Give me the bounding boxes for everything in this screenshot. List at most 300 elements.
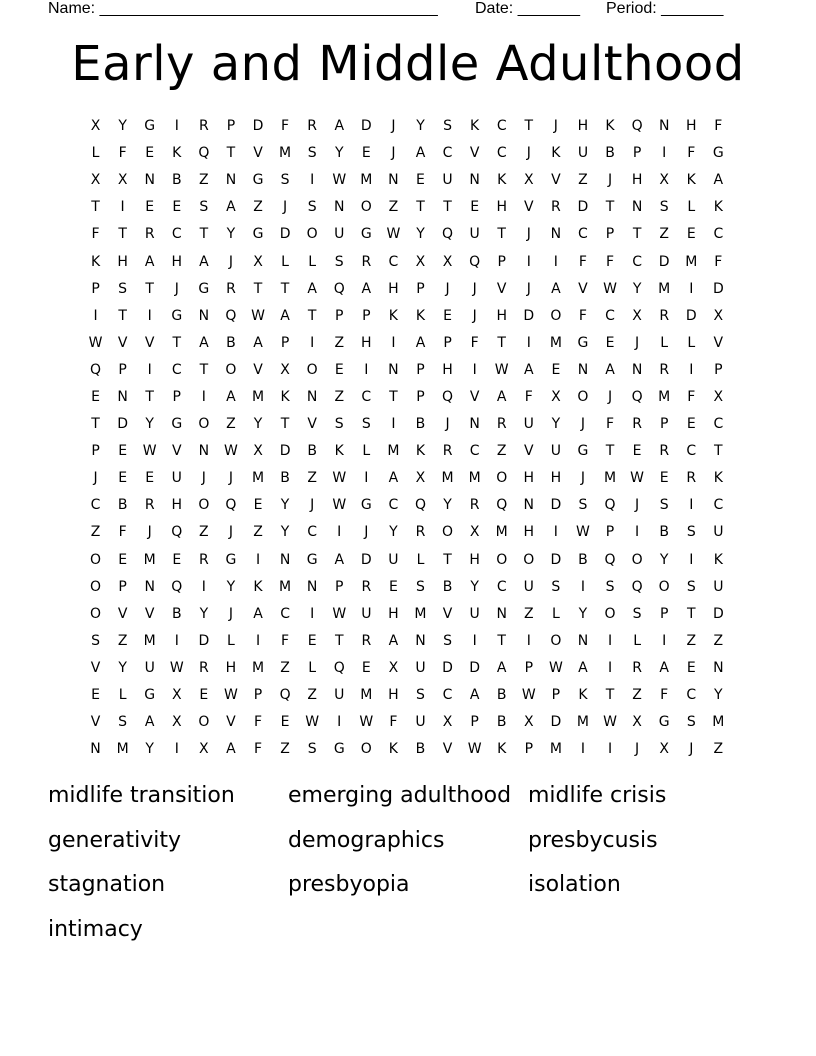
grid-letter[interactable]: N bbox=[496, 605, 507, 622]
grid-letter[interactable]: M bbox=[712, 714, 725, 731]
grid-letter[interactable]: X bbox=[632, 714, 642, 731]
grid-letter[interactable]: S bbox=[307, 145, 317, 162]
grid-letter[interactable]: T bbox=[334, 632, 344, 649]
grid-letter[interactable]: N bbox=[90, 741, 101, 758]
grid-letter[interactable]: C bbox=[361, 388, 372, 405]
grid-letter[interactable]: O bbox=[550, 307, 562, 324]
grid-letter[interactable]: S bbox=[334, 253, 344, 270]
grid-letter[interactable]: X bbox=[199, 741, 209, 758]
grid-letter[interactable]: C bbox=[280, 605, 290, 622]
grid-letter[interactable]: L bbox=[633, 632, 641, 649]
grid-letter[interactable]: R bbox=[226, 280, 236, 297]
grid-letter[interactable]: I bbox=[255, 551, 261, 568]
grid-letter[interactable]: Z bbox=[226, 416, 236, 433]
grid-letter[interactable]: O bbox=[90, 605, 102, 622]
grid-letter[interactable]: I bbox=[607, 741, 613, 758]
grid-letter[interactable]: Q bbox=[442, 388, 454, 405]
grid-letter[interactable]: N bbox=[198, 307, 210, 324]
grid-letter[interactable]: Q bbox=[414, 497, 426, 514]
grid-letter[interactable]: V bbox=[524, 199, 534, 216]
grid-letter[interactable]: P bbox=[443, 334, 452, 351]
grid-letter[interactable]: X bbox=[442, 714, 453, 731]
grid-letter[interactable]: G bbox=[360, 226, 372, 243]
grid-letter[interactable]: V bbox=[253, 361, 263, 378]
grid-letter[interactable]: N bbox=[144, 578, 155, 595]
grid-letter[interactable]: I bbox=[310, 334, 315, 351]
grid-letter[interactable]: N bbox=[658, 118, 670, 135]
grid-letter[interactable]: L bbox=[687, 199, 696, 216]
grid-letter[interactable]: O bbox=[198, 714, 210, 731]
grid-letter[interactable]: W bbox=[169, 659, 184, 676]
grid-letter[interactable]: C bbox=[171, 226, 182, 243]
grid-letter[interactable]: P bbox=[118, 578, 127, 595]
grid-letter[interactable]: J bbox=[580, 470, 586, 487]
grid-letter[interactable]: X bbox=[551, 388, 561, 405]
grid-letter[interactable]: N bbox=[550, 226, 562, 243]
grid-letter[interactable]: U bbox=[469, 605, 480, 622]
grid-letter[interactable]: I bbox=[364, 361, 369, 378]
grid-letter[interactable]: T bbox=[91, 416, 100, 433]
grid-letter[interactable]: U bbox=[415, 659, 426, 676]
grid-letter[interactable]: T bbox=[172, 334, 182, 351]
grid-letter[interactable]: V bbox=[551, 172, 561, 189]
grid-letter[interactable]: G bbox=[658, 714, 670, 731]
grid-letter[interactable]: M bbox=[251, 470, 265, 487]
grid-letter[interactable]: V bbox=[90, 714, 101, 731]
grid-letter[interactable]: X bbox=[415, 470, 426, 487]
grid-letter[interactable]: D bbox=[360, 118, 372, 135]
grid-letter[interactable]: J bbox=[607, 388, 613, 405]
grid-letter[interactable]: N bbox=[713, 659, 724, 676]
grid-letter[interactable]: W bbox=[88, 334, 103, 351]
grid-letter[interactable]: N bbox=[415, 632, 426, 649]
grid-letter[interactable]: W bbox=[305, 714, 320, 731]
grid-letter[interactable]: Q bbox=[225, 307, 237, 324]
grid-letter[interactable]: I bbox=[472, 361, 477, 378]
grid-letter[interactable]: N bbox=[144, 172, 155, 189]
grid-letter[interactable]: L bbox=[362, 443, 371, 460]
grid-letter[interactable]: T bbox=[416, 199, 425, 216]
grid-letter[interactable]: G bbox=[577, 443, 589, 460]
grid-letter[interactable]: C bbox=[307, 524, 318, 541]
grid-letter[interactable]: H bbox=[496, 199, 507, 216]
grid-letter[interactable]: Z bbox=[307, 470, 317, 487]
grid-letter[interactable]: X bbox=[280, 361, 290, 378]
grid-letter[interactable]: G bbox=[144, 118, 156, 135]
grid-letter[interactable]: X bbox=[171, 687, 182, 704]
grid-letter[interactable]: N bbox=[631, 361, 643, 378]
grid-letter[interactable]: V bbox=[578, 280, 588, 297]
grid-letter[interactable]: N bbox=[523, 497, 535, 514]
grid-letter[interactable]: N bbox=[306, 578, 318, 595]
grid-letter[interactable]: V bbox=[117, 605, 128, 622]
grid-letter[interactable]: R bbox=[632, 659, 642, 676]
grid-letter[interactable]: N bbox=[469, 416, 480, 433]
grid-letter[interactable]: P bbox=[91, 443, 100, 460]
grid-letter[interactable]: F bbox=[281, 632, 290, 649]
grid-letter[interactable]: T bbox=[253, 280, 263, 297]
grid-letter[interactable]: A bbox=[253, 605, 263, 622]
grid-letter[interactable]: E bbox=[91, 687, 100, 704]
grid-letter[interactable]: J bbox=[364, 524, 369, 541]
grid-letter[interactable]: H bbox=[171, 497, 183, 514]
grid-letter[interactable]: J bbox=[689, 741, 694, 758]
grid-letter[interactable]: X bbox=[442, 253, 453, 270]
grid-letter[interactable]: Z bbox=[280, 659, 290, 676]
grid-letter[interactable]: T bbox=[145, 280, 154, 297]
grid-letter[interactable]: B bbox=[415, 416, 426, 433]
grid-letter[interactable]: Q bbox=[333, 659, 345, 676]
grid-letter[interactable]: O bbox=[360, 199, 372, 216]
grid-letter[interactable]: R bbox=[686, 470, 697, 487]
grid-letter[interactable]: X bbox=[659, 741, 669, 758]
grid-letter[interactable]: I bbox=[147, 361, 152, 378]
grid-letter[interactable]: Y bbox=[253, 416, 263, 433]
grid-letter[interactable]: E bbox=[443, 307, 452, 324]
grid-letter[interactable]: D bbox=[252, 118, 264, 135]
grid-letter[interactable]: S bbox=[632, 605, 642, 622]
grid-letter[interactable]: R bbox=[361, 578, 372, 595]
grid-letter[interactable]: R bbox=[442, 443, 453, 460]
grid-letter[interactable]: J bbox=[310, 497, 315, 514]
grid-letter[interactable]: V bbox=[496, 280, 507, 297]
grid-letter[interactable]: I bbox=[174, 741, 179, 758]
grid-letter[interactable]: P bbox=[91, 280, 100, 297]
grid-letter[interactable]: A bbox=[144, 253, 155, 270]
grid-letter[interactable]: Q bbox=[171, 578, 183, 595]
grid-letter[interactable]: N bbox=[334, 199, 345, 216]
grid-letter[interactable]: J bbox=[635, 741, 640, 758]
grid-letter[interactable]: D bbox=[469, 659, 481, 676]
grid-letter[interactable]: R bbox=[496, 416, 507, 433]
grid-letter[interactable]: I bbox=[553, 253, 558, 270]
grid-letter[interactable]: R bbox=[198, 659, 209, 676]
grid-letter[interactable]: U bbox=[577, 145, 589, 162]
grid-letter[interactable]: U bbox=[713, 578, 724, 595]
grid-letter[interactable]: R bbox=[361, 632, 372, 649]
grid-letter[interactable]: T bbox=[91, 199, 100, 216]
grid-letter[interactable]: Y bbox=[280, 524, 290, 541]
grid-letter[interactable]: O bbox=[90, 578, 102, 595]
grid-letter[interactable]: W bbox=[142, 443, 157, 460]
grid-letter[interactable]: H bbox=[442, 361, 453, 378]
grid-letter[interactable]: Z bbox=[199, 172, 209, 189]
grid-letter[interactable]: Z bbox=[713, 632, 724, 649]
grid-letter[interactable]: P bbox=[551, 687, 561, 704]
grid-letter[interactable]: O bbox=[198, 416, 210, 433]
grid-letter[interactable]: L bbox=[281, 253, 289, 270]
grid-letter[interactable]: I bbox=[201, 578, 206, 595]
grid-letter[interactable]: K bbox=[713, 470, 723, 487]
grid-letter[interactable]: K bbox=[415, 443, 426, 460]
grid-letter[interactable]: X bbox=[632, 307, 642, 324]
grid-letter[interactable]: M bbox=[603, 470, 617, 487]
grid-letter[interactable]: T bbox=[118, 226, 127, 243]
grid-letter[interactable]: M bbox=[549, 334, 562, 351]
grid-letter[interactable]: N bbox=[388, 361, 399, 378]
grid-letter[interactable]: V bbox=[144, 334, 155, 351]
grid-letter[interactable]: J bbox=[228, 605, 233, 622]
grid-letter[interactable]: E bbox=[145, 145, 155, 162]
grid-letter[interactable]: E bbox=[118, 551, 128, 568]
grid-letter[interactable]: S bbox=[605, 578, 615, 595]
grid-letter[interactable]: K bbox=[713, 551, 723, 568]
grid-letter[interactable]: C bbox=[442, 687, 453, 704]
grid-letter[interactable]: A bbox=[388, 470, 399, 487]
grid-letter[interactable]: F bbox=[714, 118, 723, 135]
grid-letter[interactable]: S bbox=[334, 416, 344, 433]
grid-letter[interactable]: C bbox=[686, 443, 697, 460]
grid-letter[interactable]: K bbox=[578, 687, 588, 704]
grid-letter[interactable]: U bbox=[713, 524, 724, 541]
grid-letter[interactable]: J bbox=[228, 253, 233, 270]
grid-letter[interactable]: Q bbox=[90, 361, 102, 378]
grid-letter[interactable]: A bbox=[469, 687, 480, 704]
grid-letter[interactable]: H bbox=[685, 118, 697, 135]
grid-letter[interactable]: M bbox=[685, 253, 698, 270]
grid-letter[interactable]: G bbox=[360, 497, 372, 514]
grid-letter[interactable]: S bbox=[416, 578, 425, 595]
grid-letter[interactable]: B bbox=[307, 443, 317, 460]
grid-letter[interactable]: H bbox=[523, 470, 535, 487]
grid-letter[interactable]: T bbox=[497, 334, 506, 351]
grid-letter[interactable]: V bbox=[171, 443, 182, 460]
grid-letter[interactable]: S bbox=[118, 280, 128, 297]
grid-letter[interactable]: J bbox=[635, 497, 640, 514]
grid-letter[interactable]: C bbox=[90, 497, 101, 514]
grid-letter[interactable]: I bbox=[662, 632, 667, 649]
grid-letter[interactable]: B bbox=[578, 551, 588, 568]
grid-letter[interactable]: R bbox=[144, 497, 155, 514]
grid-letter[interactable]: O bbox=[631, 551, 643, 568]
grid-letter[interactable]: W bbox=[494, 361, 509, 378]
grid-letter[interactable]: Y bbox=[226, 226, 236, 243]
grid-letter[interactable]: I bbox=[147, 307, 152, 324]
grid-letter[interactable]: F bbox=[91, 226, 100, 243]
grid-letter[interactable]: K bbox=[497, 172, 507, 189]
grid-letter[interactable]: A bbox=[605, 361, 615, 378]
grid-letter[interactable]: P bbox=[335, 578, 344, 595]
grid-letter[interactable]: I bbox=[255, 632, 261, 649]
grid-letter[interactable]: G bbox=[171, 307, 183, 324]
grid-letter[interactable]: F bbox=[470, 334, 479, 351]
grid-letter[interactable]: O bbox=[577, 388, 589, 405]
grid-letter[interactable]: I bbox=[553, 524, 558, 541]
grid-letter[interactable]: J bbox=[391, 145, 396, 162]
grid-letter[interactable]: F bbox=[605, 253, 615, 270]
grid-letter[interactable]: V bbox=[253, 145, 263, 162]
grid-letter[interactable]: K bbox=[415, 307, 426, 324]
grid-letter[interactable]: P bbox=[605, 226, 615, 243]
grid-letter[interactable]: B bbox=[117, 497, 128, 514]
grid-letter[interactable]: W bbox=[332, 497, 347, 514]
grid-letter[interactable]: R bbox=[632, 416, 642, 433]
grid-letter[interactable]: A bbox=[280, 307, 290, 324]
grid-letter[interactable]: Y bbox=[280, 497, 290, 514]
grid-letter[interactable]: S bbox=[686, 578, 696, 595]
grid-letter[interactable]: K bbox=[388, 307, 398, 324]
grid-letter[interactable]: T bbox=[443, 551, 452, 568]
grid-letter[interactable]: I bbox=[635, 524, 640, 541]
grid-letter[interactable]: F bbox=[389, 714, 398, 731]
grid-letter[interactable]: H bbox=[361, 334, 372, 351]
grid-letter[interactable]: S bbox=[307, 741, 317, 758]
grid-letter[interactable]: S bbox=[280, 172, 290, 189]
grid-letter[interactable]: X bbox=[659, 172, 669, 189]
grid-letter[interactable]: L bbox=[91, 145, 100, 162]
grid-letter[interactable]: C bbox=[605, 307, 615, 324]
grid-letter[interactable]: T bbox=[497, 632, 506, 649]
grid-letter[interactable]: Z bbox=[523, 605, 534, 622]
grid-letter[interactable]: I bbox=[201, 388, 206, 405]
grid-letter[interactable]: L bbox=[660, 334, 669, 351]
grid-letter[interactable]: R bbox=[659, 361, 670, 378]
grid-letter[interactable]: K bbox=[334, 443, 344, 460]
grid-letter[interactable]: U bbox=[361, 605, 372, 622]
grid-letter[interactable]: L bbox=[227, 632, 235, 649]
grid-letter[interactable]: N bbox=[577, 361, 589, 378]
grid-letter[interactable]: W bbox=[224, 687, 238, 704]
grid-letter[interactable]: S bbox=[551, 578, 561, 595]
grid-letter[interactable]: X bbox=[117, 172, 128, 189]
grid-letter[interactable]: T bbox=[714, 443, 723, 460]
grid-letter[interactable]: E bbox=[686, 226, 696, 243]
grid-letter[interactable]: Z bbox=[686, 632, 697, 649]
grid-letter[interactable]: L bbox=[551, 605, 560, 622]
grid-letter[interactable]: W bbox=[630, 470, 645, 487]
grid-letter[interactable]: Y bbox=[551, 416, 561, 433]
grid-letter[interactable]: W bbox=[603, 714, 617, 731]
grid-letter[interactable]: B bbox=[659, 524, 669, 541]
grid-letter[interactable]: M bbox=[549, 741, 562, 758]
grid-letter[interactable]: J bbox=[607, 172, 613, 189]
grid-letter[interactable]: I bbox=[93, 307, 98, 324]
grid-letter[interactable]: A bbox=[496, 659, 507, 676]
grid-letter[interactable]: V bbox=[117, 334, 128, 351]
grid-letter[interactable]: C bbox=[713, 226, 724, 243]
grid-letter[interactable]: F bbox=[524, 388, 533, 405]
grid-letter[interactable]: W bbox=[332, 172, 347, 189]
grid-letter[interactable]: M bbox=[116, 741, 129, 758]
grid-letter[interactable]: P bbox=[416, 361, 425, 378]
grid-letter[interactable]: A bbox=[388, 632, 399, 649]
grid-letter[interactable]: Q bbox=[279, 687, 291, 704]
grid-letter[interactable]: G bbox=[144, 687, 156, 704]
grid-letter[interactable]: E bbox=[91, 388, 100, 405]
grid-letter[interactable]: J bbox=[174, 280, 179, 297]
grid-letter[interactable]: Q bbox=[198, 145, 210, 162]
grid-letter[interactable]: P bbox=[497, 253, 506, 270]
grid-letter[interactable]: Y bbox=[145, 741, 154, 758]
grid-letter[interactable]: T bbox=[443, 199, 452, 216]
grid-letter[interactable]: Y bbox=[118, 118, 127, 135]
grid-letter[interactable]: D bbox=[442, 659, 453, 676]
grid-letter[interactable]: M bbox=[658, 280, 671, 297]
grid-letter[interactable]: N bbox=[469, 172, 480, 189]
grid-letter[interactable]: G bbox=[306, 551, 318, 568]
grid-letter[interactable]: S bbox=[686, 714, 696, 731]
grid-letter[interactable]: M bbox=[387, 443, 400, 460]
grid-letter[interactable]: H bbox=[469, 551, 480, 568]
grid-letter[interactable]: V bbox=[442, 605, 453, 622]
grid-letter[interactable]: C bbox=[578, 226, 588, 243]
grid-letter[interactable]: Z bbox=[578, 172, 588, 189]
grid-letter[interactable]: C bbox=[388, 253, 399, 270]
grid-letter[interactable]: J bbox=[228, 524, 233, 541]
grid-letter[interactable]: I bbox=[689, 280, 694, 297]
grid-letter[interactable]: M bbox=[360, 172, 373, 189]
grid-letter[interactable]: G bbox=[252, 226, 264, 243]
grid-letter[interactable]: H bbox=[171, 253, 183, 270]
grid-letter[interactable]: V bbox=[524, 443, 534, 460]
grid-letter[interactable]: Q bbox=[631, 578, 643, 595]
grid-letter[interactable]: E bbox=[145, 470, 155, 487]
grid-letter[interactable]: R bbox=[198, 551, 209, 568]
grid-letter[interactable]: Y bbox=[659, 551, 669, 568]
grid-letter[interactable]: W bbox=[332, 470, 347, 487]
grid-letter[interactable]: S bbox=[416, 687, 425, 704]
grid-letter[interactable]: Q bbox=[171, 524, 183, 541]
grid-letter[interactable]: E bbox=[632, 443, 642, 460]
grid-letter[interactable]: U bbox=[171, 470, 182, 487]
grid-letter[interactable]: E bbox=[388, 578, 398, 595]
grid-letter[interactable]: D bbox=[577, 199, 589, 216]
grid-letter[interactable]: D bbox=[658, 253, 670, 270]
grid-letter[interactable]: P bbox=[659, 416, 669, 433]
grid-letter[interactable]: Z bbox=[90, 524, 101, 541]
grid-letter[interactable]: B bbox=[171, 172, 182, 189]
grid-letter[interactable]: B bbox=[280, 470, 290, 487]
grid-letter[interactable]: F bbox=[253, 741, 263, 758]
grid-letter[interactable]: J bbox=[635, 334, 640, 351]
grid-letter[interactable]: V bbox=[226, 714, 236, 731]
grid-letter[interactable]: P bbox=[226, 118, 236, 135]
grid-letter[interactable]: O bbox=[604, 605, 616, 622]
grid-letter[interactable]: E bbox=[172, 199, 182, 216]
grid-letter[interactable]: P bbox=[172, 388, 181, 405]
grid-letter[interactable]: Y bbox=[389, 524, 398, 541]
grid-letter[interactable]: W bbox=[386, 226, 401, 243]
grid-letter[interactable]: D bbox=[198, 632, 210, 649]
grid-letter[interactable]: P bbox=[118, 361, 127, 378]
period-field[interactable]: Period: _______ bbox=[606, 0, 724, 17]
grid-letter[interactable]: I bbox=[337, 524, 342, 541]
grid-letter[interactable]: R bbox=[659, 307, 670, 324]
grid-letter[interactable]: P bbox=[524, 659, 534, 676]
grid-letter[interactable]: J bbox=[201, 470, 206, 487]
grid-letter[interactable]: O bbox=[306, 226, 318, 243]
grid-letter[interactable]: O bbox=[360, 741, 372, 758]
date-field[interactable]: Date: _______ bbox=[475, 0, 580, 17]
grid-letter[interactable]: J bbox=[553, 118, 558, 135]
name-field[interactable]: Name: ______________________________________ bbox=[48, 0, 438, 17]
grid-letter[interactable]: Q bbox=[604, 551, 616, 568]
grid-letter[interactable]: B bbox=[496, 714, 507, 731]
grid-letter[interactable]: C bbox=[496, 118, 507, 135]
grid-letter[interactable]: D bbox=[685, 307, 697, 324]
grid-letter[interactable]: H bbox=[117, 253, 128, 270]
grid-letter[interactable]: U bbox=[334, 226, 345, 243]
grid-letter[interactable]: R bbox=[307, 118, 318, 135]
grid-letter[interactable]: L bbox=[308, 659, 317, 676]
grid-letter[interactable]: A bbox=[578, 659, 588, 676]
grid-letter[interactable]: A bbox=[226, 388, 236, 405]
grid-letter[interactable]: F bbox=[578, 307, 587, 324]
grid-letter[interactable]: P bbox=[362, 307, 371, 324]
grid-letter[interactable]: Z bbox=[334, 334, 345, 351]
grid-letter[interactable]: A bbox=[144, 714, 155, 731]
grid-letter[interactable]: R bbox=[415, 524, 426, 541]
